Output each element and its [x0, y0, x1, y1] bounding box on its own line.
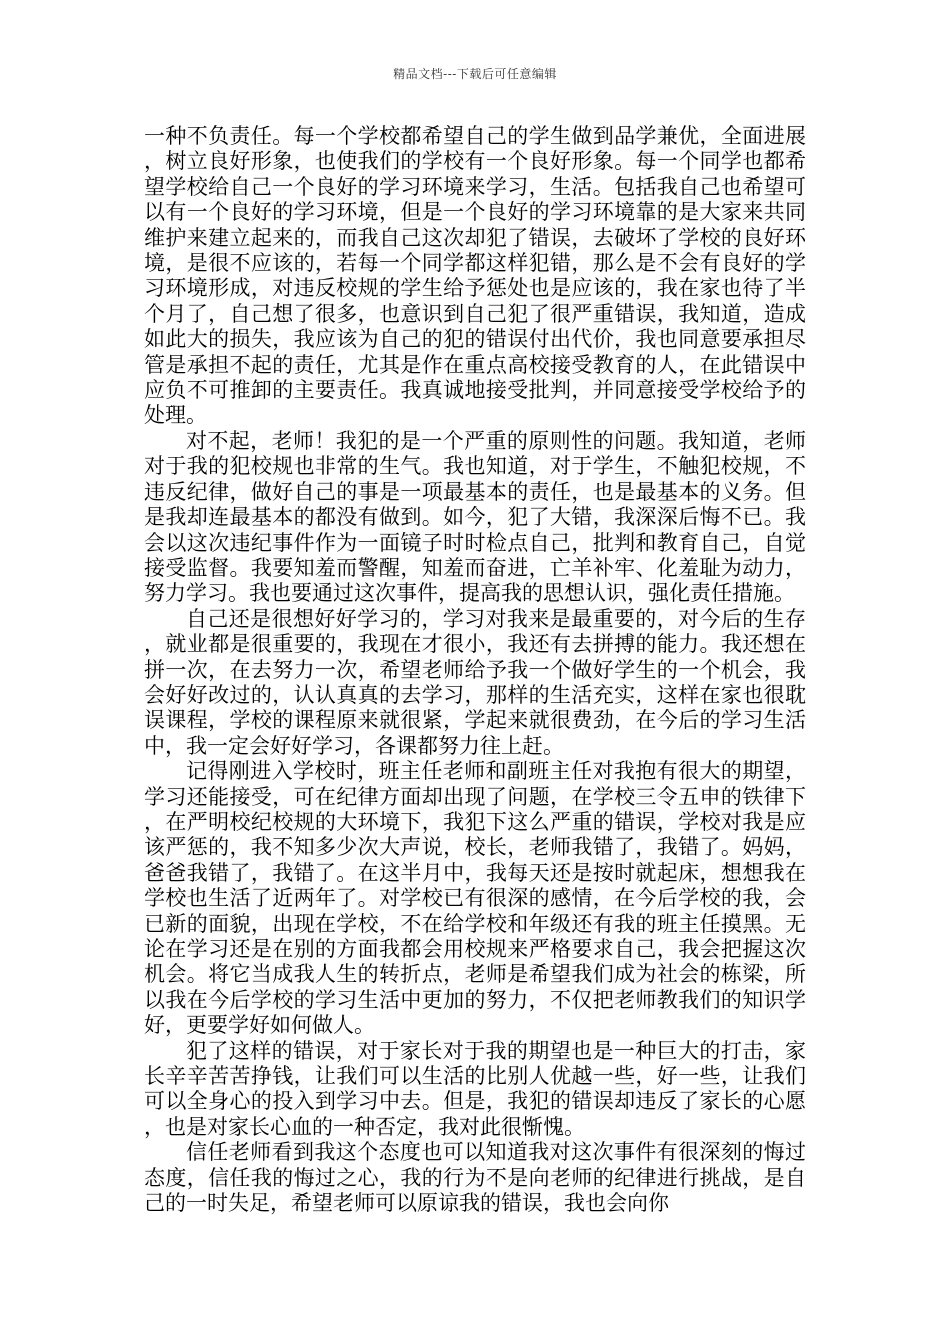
paragraph-4: 记得刚进入学校时，班主任老师和副班主任对我抱有很大的期望，学习还能接受，可在纪律方面却出现了问题，在学校三令五申的铁律下，在严明校纪校规的大环境下，我犯下这么严重的错误，学校对我是应该严惩的，我不知多少次大声说，校长，老师我错了，我错了。妈妈，爸爸我错了，我错了。在这半月中，我每天还是按时就起床，想想我在学校也生活了近两年了。对学校已有很深的感情，在今后学校的我，会已新的面貌，出现在学校，不在给学校和年级还有我的班主任摸黑。无论在学习还是在别的方面我都会用校规来严格要求自己，我会把握这次机会。将它当成我人生的转折点，老师是希望我们成为社会的栋梁，所以我在今后学校的学习生活中更加的努力，不仅把老师教我们的知识学好，更要学好如何做人。: [144, 759, 806, 1038]
paragraph-2: 对不起，老师！我犯的是一个严重的原则性的问题。我知道，老师对于我的犯校规也非常的生气。我也知道，对于学生，不触犯校规，不违反纪律，做好自己的事是一项最基本的责任，也是最基本的义务。但是我却连最基本的都没有做到。如今，犯了大错，我深深后悔不已。我会以这次违纪事件作为一面镜子时时检点自己，批判和教育自己，自觉接受监督。我要知羞而警醒，知羞而奋进，亡羊补牢、化羞耻为动力，努力学习。我也要通过这次事件，提高我的思想认识，强化责任措施。: [144, 428, 806, 606]
paragraph-1: 一种不负责任。每一个学校都希望自己的学生做到品学兼优，全面进展，树立良好形象，也使我们的学校有一个良好形象。每一个同学也都希望学校给自己一个良好的学习环境来学习，生活。包括我自己也希望可以有一个良好的学习环境，但是一个良好的学习环境靠的是大家来共同维护来建立起来的，而我自己这次却犯了错误，去破坏了学校的良好环境，是很不应该的，若每一个同学都这样犯错，那么是不会有良好的学习环境形成，对违反校规的学生给予惩处也是应该的，我在家也待了半个月了，自己想了很多，也意识到自己犯了很严重错误，我知道，造成如此大的损失，我应该为自己的犯的错误付出代价，我也同意要承担尽管是承担不起的责任，尤其是作在重点高校接受教育的人，在此错误中应负不可推卸的主要责任。我真诚地接受批判，并同意接受学校给予的处理。: [144, 124, 806, 428]
document-body: [144, 124, 806, 1216]
paragraph-5: 犯了这样的错误，对于家长对于我的期望也是一种巨大的打击，家长辛辛苦苦挣钱，让我们可以生活的比别人优越一些，好一些，让我们可以全身心的投入到学习中去。但是，我犯的错误却违反了家长的心愿，也是对家长心血的一种否定，我对此很惭愧。: [144, 1038, 806, 1139]
page-header: 精品文档---下载后可任意编辑: [393, 67, 557, 81]
paragraph-6: 信任老师看到我这个态度也可以知道我对这次事件有很深刻的悔过态度，信任我的悔过之心，我的行为不是向老师的纪律进行挑战，是自己的一时失足，希望老师可以原谅我的错误，我也会向你: [144, 1140, 806, 1216]
paragraph-3: 自己还是很想好好学习的，学习对我来是最重要的，对今后的生存，就业都是很重要的，我现在才很小，我还有去拼搏的能力。我还想在拼一次，在去努力一次，希望老师给予我一个做好学生的一个机会，我会好好改过的，认认真真的去学习，那样的生活充实，这样在家也很耽误课程，学校的课程原来就很紧，学起来就很费劲，在今后的学习生活中，我一定会好好学习，各课都努力往上赶。: [144, 606, 806, 758]
